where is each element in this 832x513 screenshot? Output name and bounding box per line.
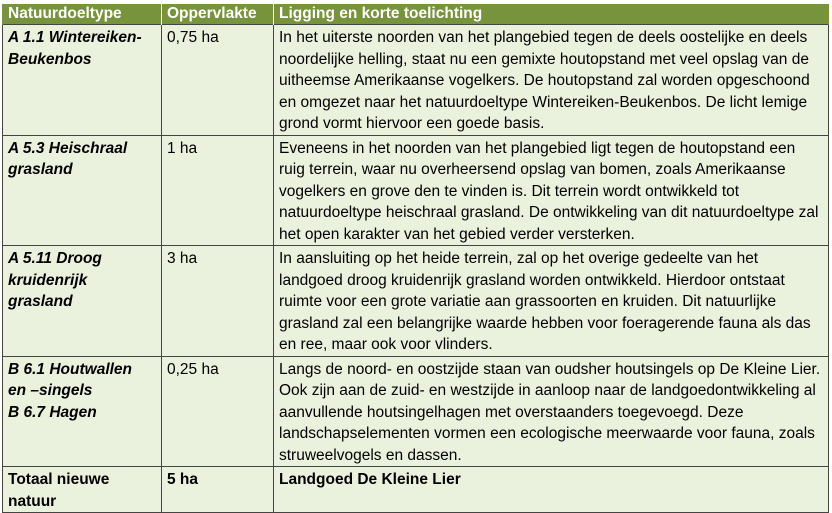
total-description-cell: Landgoed De Kleine Lier xyxy=(274,467,829,513)
type-cell xyxy=(3,25,162,136)
header-toelichting: Ligging en korte toelichting xyxy=(274,4,829,25)
area-cell: 0,25 ha xyxy=(162,356,274,467)
type-line: A 5.11 Droog xyxy=(8,250,102,267)
table-header-row xyxy=(3,4,829,25)
type-cell xyxy=(3,246,162,357)
type-line: grasland xyxy=(8,293,73,310)
header-oppervlakte: Oppervlakte xyxy=(162,4,274,25)
type-line: grasland xyxy=(8,161,73,178)
total-area-cell: 5 ha xyxy=(162,467,274,513)
area-cell: 1 ha xyxy=(162,135,274,246)
description-cell: Eveneens in het noorden van het plangebied ligt tegen de houtopstand een ruig terrein, waar nu overheersend opslag van bomen, zoals Amerikaanse vogelkers en grove den te vinden is. Dit terrein wordt ontwikkeld tot natuurdoeltype heischraal grasland. De ontwikkeling van dit natuurdoeltype zal het open karakter van het gebied verder versterken. xyxy=(274,135,829,246)
description-cell: Langs de noord- en oostzijde staan van oudsher houtsingels op De Kleine Lier. Ook zijn aan de zuid- en westzijde in aanloop naar de landgoedontwikkeling al aanvullende houtsingelhagen met overstaanders toegevoegd. Deze landschapselementen vormen een ecologische meerwaarde voor fauna, zoals struweelvogels en dassen. xyxy=(274,356,829,467)
table-row xyxy=(3,246,829,357)
type-line: A 1.1 Wintereiken- xyxy=(8,29,142,46)
type-line: A 5.3 Heischraal xyxy=(8,139,128,157)
description-cell: In het uiterste noorden van het plangebied tegen de deels oostelijke en deels noordelijke helling, staat nu een gemixte houtopstand met veel opslag van de uitheemse Amerikaanse vogelkers. De houtopstand zal worden opgeschoond en omgezet naar het natuurdoeltype Wintereiken-Beukenbos. De licht lemige grond vormt hiervoor een goede basis. xyxy=(274,25,829,136)
type-cell xyxy=(3,135,162,246)
area-cell: 0,75 ha xyxy=(162,25,274,136)
nature-goal-table xyxy=(2,4,829,513)
table-row xyxy=(3,356,829,467)
area-cell: 3 ha xyxy=(162,246,274,357)
type-line: kruidenrijk xyxy=(8,271,88,289)
total-label-line: natuur xyxy=(8,492,57,510)
type-cell xyxy=(3,356,162,467)
table-row xyxy=(3,25,829,136)
type-line: en –singels xyxy=(8,382,93,399)
header-natuurdoeltype: Natuurdoeltype xyxy=(3,4,162,25)
total-label-line: Totaal nieuwe xyxy=(8,471,110,488)
table-row xyxy=(3,135,829,246)
type-line: Beukenbos xyxy=(8,50,92,68)
description-cell: In aansluiting op het heide terrein, zal op het overige gedeelte van het landgoed droog kruidenrijk grasland worden ontwikkeld. Hierdoor ontstaat ruimte voor een grote variatie aan grassoorten en kruiden. Dit natuurlijke grasland zal een belangrijke waarde hebben voor foeragerende fauna als das en ree, maar ook voor vlinders. xyxy=(274,246,829,357)
type-line: B 6.1 Houtwallen xyxy=(8,360,133,378)
type-line: B 6.7 Hagen xyxy=(8,403,97,421)
